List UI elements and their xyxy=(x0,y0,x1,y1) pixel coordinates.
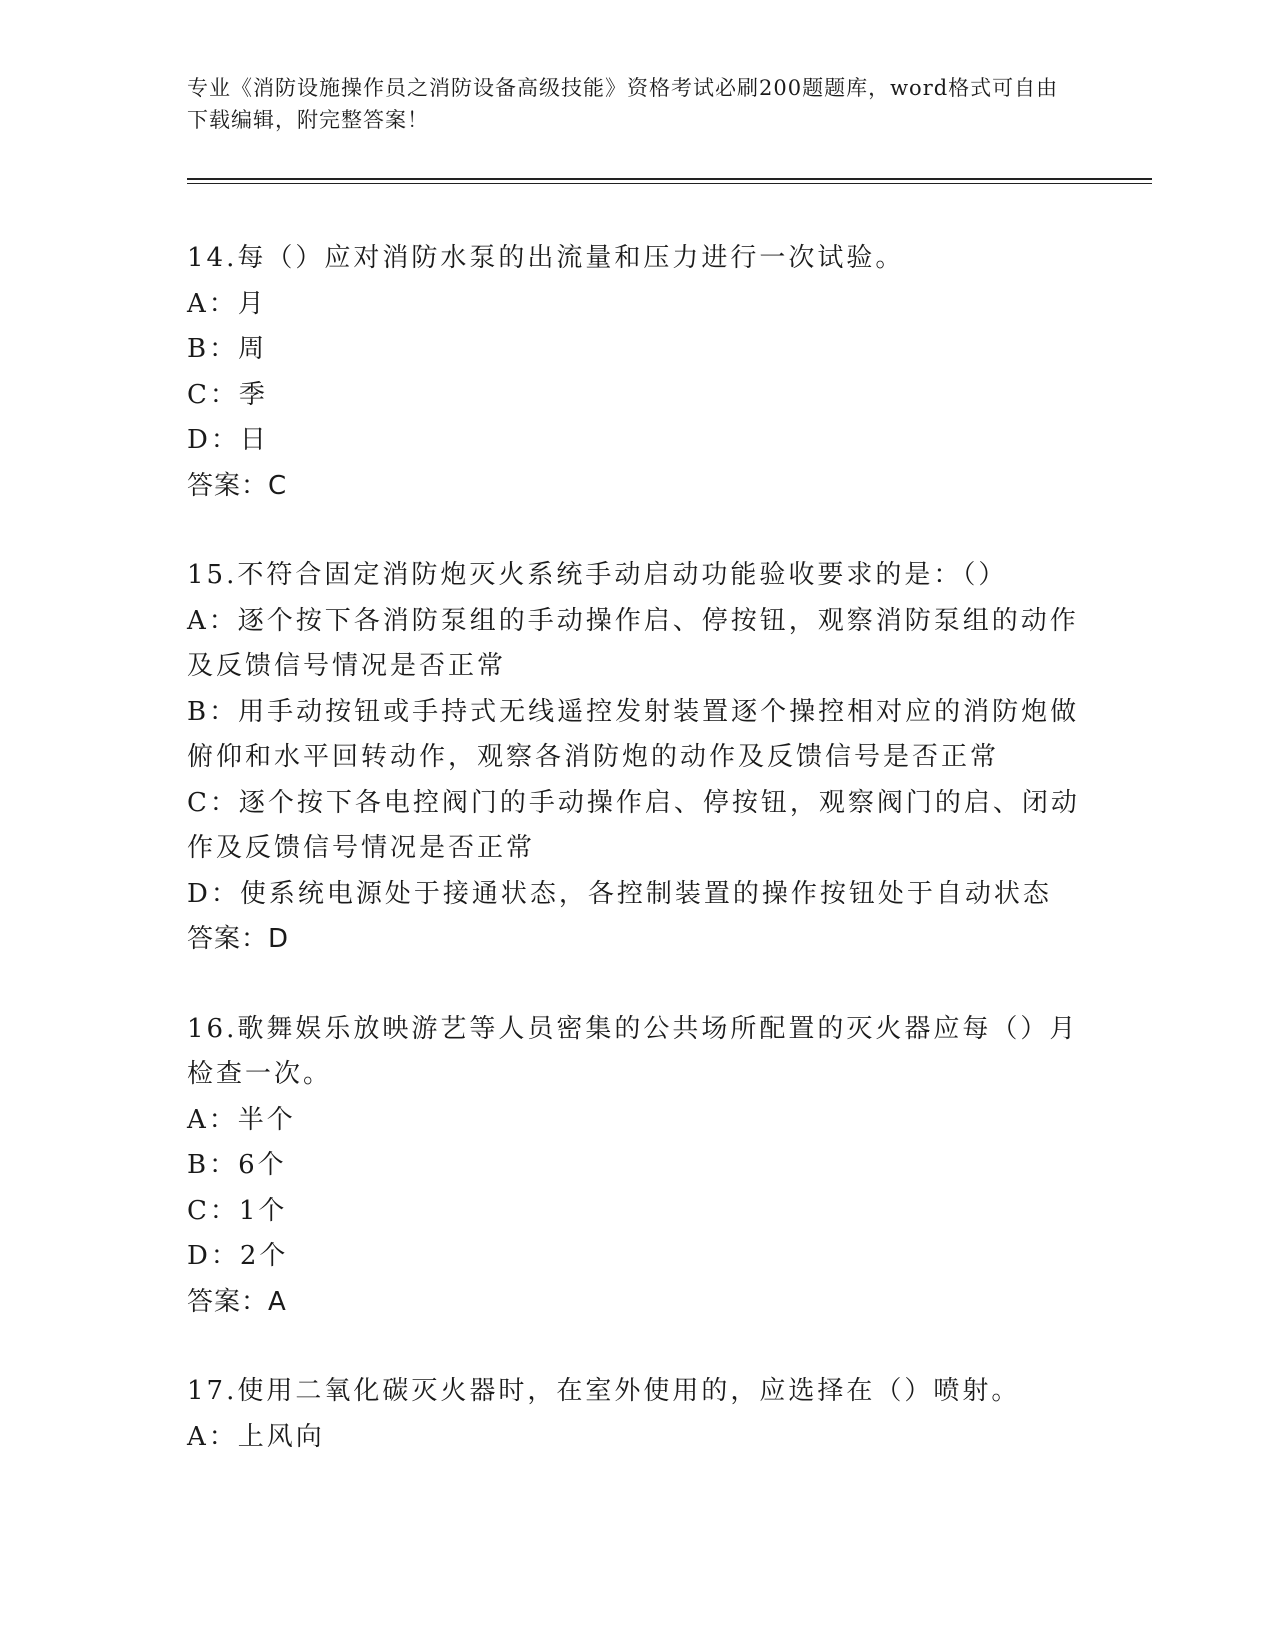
option-a: A：上风向 xyxy=(187,1421,325,1452)
question-item xyxy=(187,1007,1087,1326)
answer-line: 答案：C xyxy=(187,470,288,501)
question-text: 15.不符合固定消防炮灭火系统手动启动功能验收要求的是：（） xyxy=(187,560,1008,590)
question-item xyxy=(187,1369,1087,1460)
question-list xyxy=(187,236,1087,1504)
question-text: 14.每（）应对消防水泵的出流量和压力进行一次试验。 xyxy=(187,243,905,273)
option-b: B：用手动按钮或手持式无线遥控发射装置逐个操控相对应的消防炮做俯仰和水平回转动作，观察各消防炮的动作及反馈信号是否正常 xyxy=(187,696,1080,772)
option-a: A：半个 xyxy=(187,1104,296,1135)
option-d: D：使系统电源处于接通状态，各控制装置的操作按钮处于自动状态 xyxy=(187,878,1052,909)
option-a: A：逐个按下各消防泵组的手动操作启、停按钮，观察消防泵组的动作及反馈信号情况是否正常 xyxy=(187,605,1079,681)
option-c: C：季 xyxy=(187,379,268,410)
header-divider-thick xyxy=(187,178,1152,180)
question-text: 17.使用二氧化碳灭火器时，在室外使用的，应选择在（）喷射。 xyxy=(187,1376,1021,1406)
option-b: B：周 xyxy=(187,334,268,364)
answer-line: 答案：D xyxy=(187,924,290,954)
option-c: C：逐个按下各电控阀门的手动操作启、停按钮，观察阀门的启、闭动作及反馈信号情况是否正常 xyxy=(187,787,1080,863)
option-a: A：月 xyxy=(187,288,267,319)
question-text: 16.歌舞娱乐放映游艺等人员密集的公共场所配置的灭火器应每（）月检查一次。 xyxy=(187,1013,1079,1089)
question-item xyxy=(187,553,1087,963)
answer-line: 答案：A xyxy=(187,1286,287,1317)
option-c: C：1个 xyxy=(187,1195,288,1226)
option-b: B：6个 xyxy=(187,1150,287,1180)
header-divider-thin xyxy=(187,183,1152,184)
question-item xyxy=(187,236,1087,509)
document-header: 专业《消防设施操作员之消防设备高级技能》资格考试必刷200题题库，word格式可自由下载编辑，附完整答案！ xyxy=(187,76,1059,132)
option-d: D：2个 xyxy=(187,1241,289,1271)
option-d: D：日 xyxy=(187,425,269,455)
